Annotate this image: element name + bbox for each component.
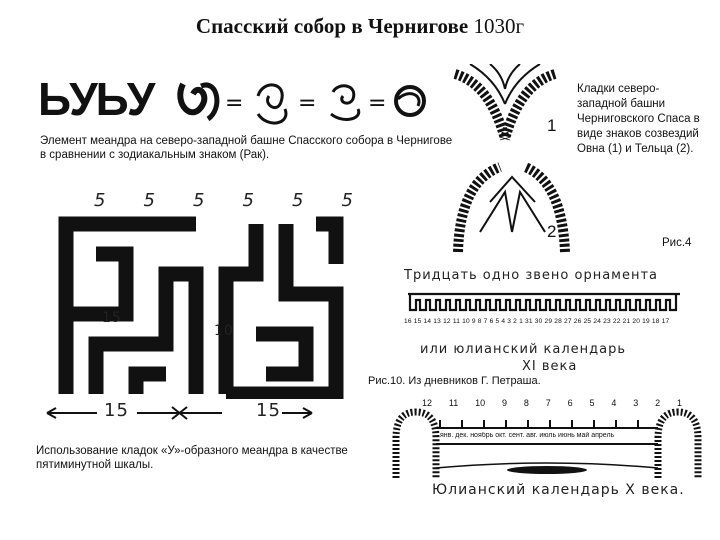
- calendar-31-line3: XI века: [522, 359, 578, 374]
- calendar-31-heading: Тридцать одно звено орнамента: [404, 268, 659, 283]
- calendar-31-fig: Рис.10. Из дневников Г. Петраша.: [368, 375, 541, 387]
- aries-label: 1: [547, 116, 557, 135]
- calendar-31-digits: 16 15 14 13 12 11 10 9 8 7 6 5 4 3 2 1 31 30 29 28 27 26 25 24 23 22 21 20 19 18 17: [404, 318, 670, 325]
- calendar-x-top-numbers: [422, 398, 682, 408]
- scale-fives-row: [94, 190, 354, 211]
- month-number: 6: [567, 398, 573, 408]
- month-number: 11: [448, 398, 459, 408]
- meander-letters: ЬУЬУ: [38, 73, 154, 125]
- month-number: 10: [475, 398, 486, 408]
- scale-five: 5: [94, 190, 107, 211]
- aries-masonry-drawing: [450, 64, 560, 149]
- scale-five: 5: [193, 190, 206, 211]
- month-number: 8: [523, 398, 529, 408]
- meander-row-panel: [38, 72, 458, 177]
- page-title-main: Спасский собор в Чернигове: [195, 14, 469, 38]
- taurus-label: 2: [547, 222, 557, 241]
- scale-inner-10: 10: [214, 323, 234, 339]
- month-number: 2: [655, 398, 661, 408]
- scale-bottom-arrows: [42, 402, 332, 424]
- calendar-x-arches: [392, 408, 702, 480]
- scale-bottom-15-right: 15: [256, 400, 281, 421]
- tower-caption: Кладки северо-западной башни Черниговского Спаса в виде знаков созвездий Овна (1) и Тельца (2).: [577, 83, 700, 155]
- scale-inner-15: 15: [102, 310, 122, 326]
- svg-text:=: =: [225, 91, 244, 116]
- svg-text:=: =: [368, 91, 387, 116]
- meander-scale-panel: [34, 188, 374, 478]
- svg-text:=: =: [298, 91, 317, 116]
- scale-bottom-15-left: 15: [104, 400, 129, 421]
- tower-fig-label: Рис.4: [662, 237, 692, 249]
- zodiac-cancer-sketches: [173, 74, 463, 134]
- month-number: 9: [501, 398, 507, 408]
- scale-five: 5: [143, 190, 156, 211]
- meander-row-caption: Элемент меандра на северо-западной башне Спасского собора в Чернигове в сравнении с зодиакальным знаком (Рак).: [40, 135, 453, 161]
- page-title-year: 1030г: [473, 14, 525, 38]
- scale-five: 5: [341, 190, 354, 211]
- month-number: 1: [676, 398, 682, 408]
- month-number: 12: [422, 398, 433, 408]
- calendar-31-ornament: [408, 290, 680, 314]
- page-title: [0, 14, 720, 39]
- calendar-31-panel: [368, 268, 698, 390]
- scale-five: 5: [292, 190, 305, 211]
- month-number: 4: [611, 398, 617, 408]
- calendar-x-panel: [392, 396, 702, 506]
- calendar-x-caption: Юлианский календарь X века.: [432, 482, 685, 498]
- calendar-x-months: янв. дек. ноябрь окт. сент. авг. июль июнь май апрель: [440, 432, 615, 439]
- meander-scale-caption: Использование кладок «У»-образного меандра в качестве пятиминутной шкалы.: [36, 445, 348, 471]
- month-number: 3: [633, 398, 639, 408]
- calendar-31-line2: или юлианский календарь: [420, 342, 627, 357]
- meander-scale-drawing: [56, 214, 346, 399]
- month-number: 7: [545, 398, 551, 408]
- tower-panel: [450, 64, 710, 260]
- taurus-masonry-drawing: [450, 162, 575, 257]
- month-number: 5: [589, 398, 595, 408]
- scale-five: 5: [242, 190, 255, 211]
